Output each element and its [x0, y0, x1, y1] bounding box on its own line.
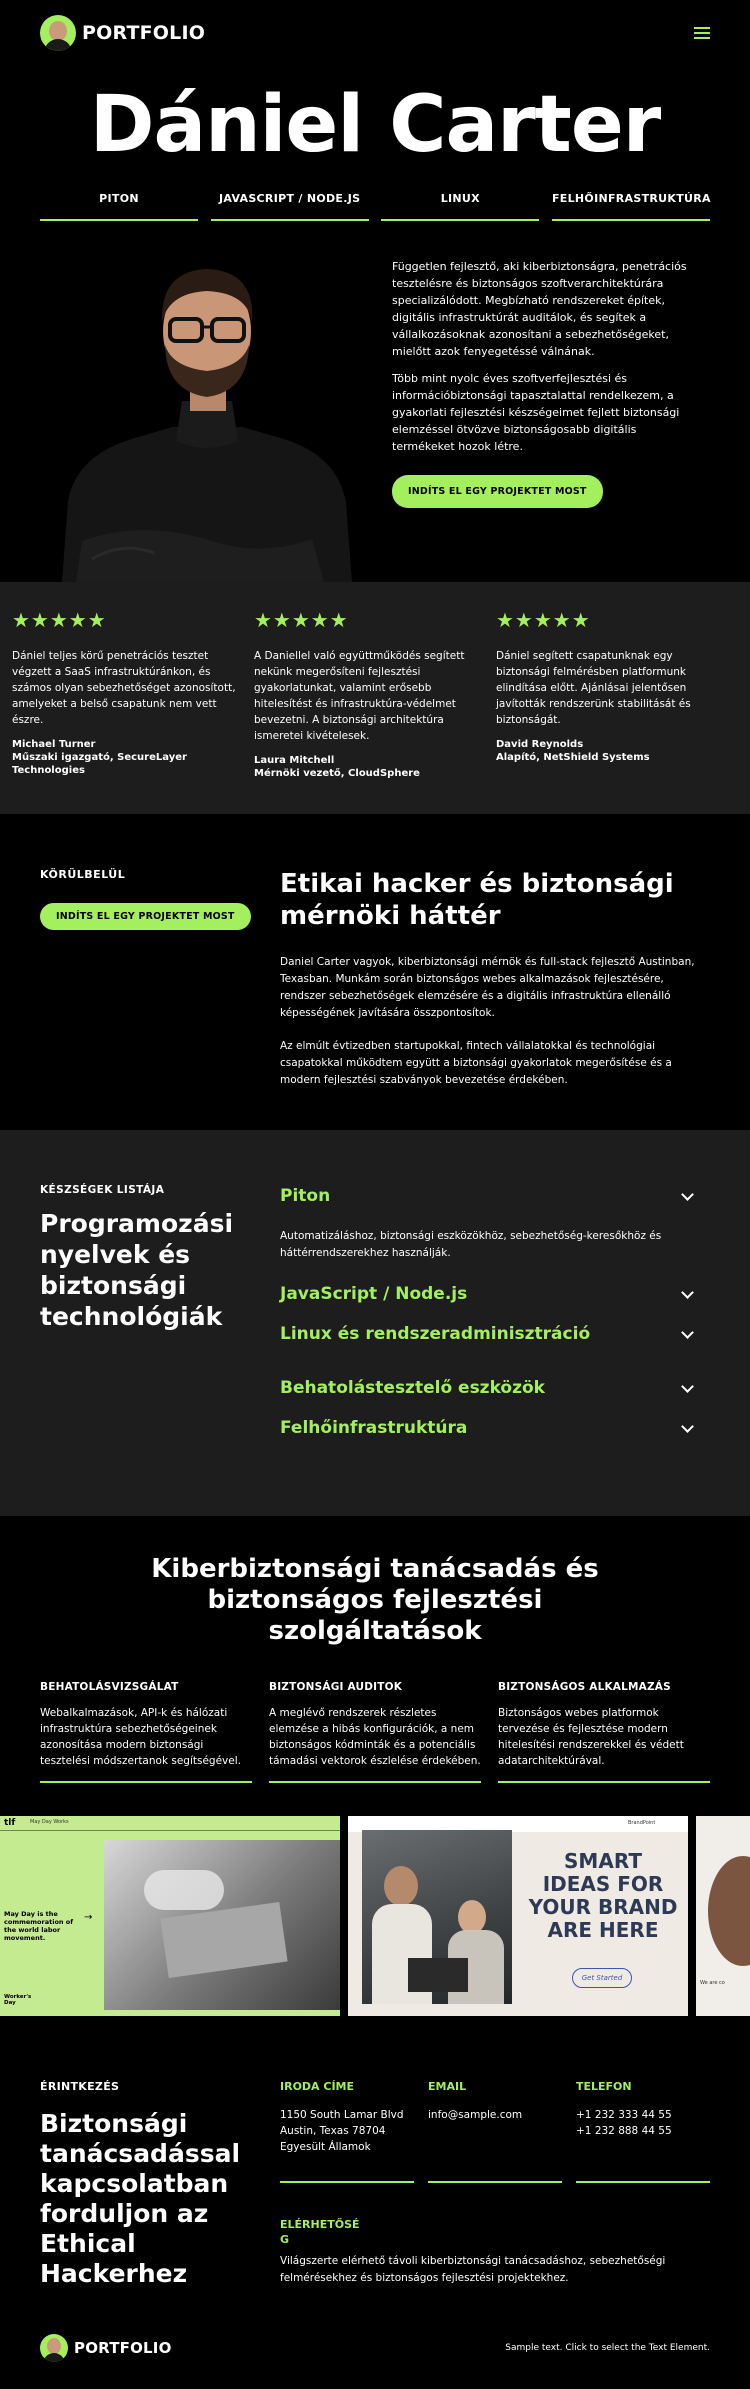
service-text: A meglévő rendszerek részletes elemzése a hibás konfigurációk, a nem biztonságos kódminták és a potenciális támadási vektorok észlelése érdekében. [269, 1707, 481, 1767]
service-text: Webalkalmazások, API-k és hálózati infrastruktúra sebezhetőségeinek azonosítása modern biztonsági tesztelési módszertanok segítségével. [40, 1707, 241, 1767]
accordion-item-pentest-tools[interactable]: Behatolástesztelő eszközök [280, 1378, 710, 1398]
skills-label: KÉSZSÉGEK LISTÁJA [40, 1184, 165, 1196]
hamburger-menu-icon[interactable] [694, 27, 710, 39]
service-title: BIZTONSÁGI AUDITOK [269, 1681, 403, 1693]
phone-link[interactable]: +1 232 333 44 55 [576, 2109, 672, 2121]
testimonial-role: Mérnöki vezető, CloudSphere [254, 768, 420, 779]
tab-linux[interactable]: LINUX [381, 192, 539, 221]
footer-logo[interactable] [40, 2334, 172, 2362]
phone-link[interactable]: +1 232 888 44 55 [576, 2125, 672, 2137]
footer-note[interactable]: Sample text. Click to select the Text Element. [505, 2342, 710, 2353]
accordion-item-cloud[interactable]: Felhőinfrastruktúra [280, 1418, 710, 1438]
contact-email: EMAIL info@sample.com [428, 2080, 562, 2183]
services-title: Kiberbiztonsági tanácsadás és biztonságos fejlesztési szolgáltatások [151, 1554, 599, 1646]
skills-section [0, 1130, 750, 1516]
get-started-button: Get Started [572, 1968, 632, 1988]
service-card [40, 1681, 252, 1783]
gallery-photo [362, 1830, 512, 2004]
chevron-down-icon [681, 1326, 694, 1339]
logo[interactable] [40, 15, 205, 51]
star-rating-icon: ★★★★★ [254, 608, 349, 632]
testimonial-role: Műszaki igazgató, SecureLayer Technologies [12, 752, 187, 776]
logo-text: PORTFOLIO [82, 22, 206, 44]
hero-paragraph: Több mint nyolc éves szoftverfejlesztési és információbiztonsági tapasztalattal rendelkezem, a gyakorlati fejlesztési készségeimet fejlett biztonsági elemzéssel ötvözve biztonságosabb digitális termékeket hozok létre. [392, 372, 680, 453]
email-link[interactable]: info@sample.com [428, 2109, 523, 2121]
service-title: BEHATOLÁSVIZSGÁLAT [40, 1681, 179, 1693]
gallery-photo [104, 1840, 340, 2010]
logo-text: PORTFOLIO [74, 2338, 172, 2357]
service-text: Biztonságos webes platformok tervezése és fejlesztése modern hitelesítési rendszerekkel és védett adatarchitektúrával. [498, 1707, 684, 1767]
testimonial-author: Laura Mitchell [254, 755, 335, 766]
contact-phone: TELEFON +1 232 333 44 55 +1 232 888 44 55 [576, 2080, 710, 2183]
testimonial-author: David Reynolds [496, 739, 584, 750]
contact-section [0, 2016, 750, 2288]
site-header [0, 0, 750, 66]
gallery-item-partial[interactable] [696, 1816, 750, 2016]
accordion-description: Automatizáláshoz, biztonsági eszközökhöz, sebezhetőség-keresőkhöz és háttérrendszerekhez használják. [280, 1230, 662, 1259]
chevron-down-icon [681, 1420, 694, 1433]
chevron-down-icon [681, 1188, 694, 1201]
contact-address: IRODA CÍME 1150 South Lamar Blvd Austin, Texas 78704 Egyesült Államok [280, 2080, 414, 2183]
services-section [0, 1516, 750, 1816]
hero-name: Dániel Carter [89, 80, 661, 170]
gallery-nav: May Day Works [30, 1819, 69, 1825]
about-section [0, 814, 750, 1130]
avatar [40, 15, 76, 51]
gallery-caption: We are co [700, 1980, 725, 1986]
availability-text: Világszerte elérhető távoli kiberbiztonsági tanácsadáshoz, sebezhetőségi felmérésekhez és biztonságos fejlesztési projektekhez. [280, 2255, 666, 2284]
hero-intro [392, 258, 692, 508]
testimonial-card [12, 608, 254, 814]
testimonial-text: A Daniellel való együttműködés segített nekünk megerősíteni fejlesztési gyakorlatunkat, valamint erősebb hitelesítést és infrastruktúra-védelmet bevezetni. A biztonsági architektúra ismeretei kivételesek. [254, 650, 465, 742]
skills-accordion [280, 1184, 710, 1516]
gallery-brand: tlf [4, 1818, 16, 1828]
chevron-down-icon [681, 1380, 694, 1393]
about-title: Etikai hacker és biztonsági mérnöki háttér [280, 869, 674, 931]
arrow-right-icon: → [84, 1912, 93, 1923]
tab-cloud[interactable]: FELHŐINFRASTRUKTÚRA [552, 192, 710, 221]
testimonial-role: Alapító, NetShield Systems [496, 752, 650, 763]
avatar [40, 2334, 68, 2362]
accordion-item-linux[interactable]: Linux és rendszeradminisztráció [280, 1324, 710, 1344]
gallery-item-brand[interactable] [348, 1816, 688, 2016]
portrait-photo [62, 241, 352, 582]
availability-title: ELÉRHETŐSÉG [280, 2218, 360, 2246]
chevron-down-icon [681, 1286, 694, 1299]
service-title: BIZTONSÁGOS ALKALMAZÁS [498, 1681, 671, 1693]
testimonials-section [0, 582, 750, 814]
service-card [269, 1681, 481, 1783]
contact-title: Biztonsági tanácsadással kapcsolatban forduljon az Ethical Hackerhez [40, 2109, 241, 2288]
gallery-footer: Worker's Day [4, 1994, 32, 2006]
gallery-item-mayday[interactable] [0, 1816, 340, 2016]
star-rating-icon: ★★★★★ [496, 608, 591, 632]
hero-section [0, 66, 750, 582]
testimonial-text: Dániel teljes körű penetrációs tesztet végzett a SaaS infrastruktúránkon, és számos olyan sebezhetőséget azonosított, amelyeket a belső csapatunk nem vett észre. [12, 650, 236, 726]
about-paragraph: Daniel Carter vagyok, kiberbiztonsági mérnök és full-stack fejlesztő Austinban, Texasban. Munkám során biztonságos webes alkalmazások fejlesztésére, rendszer sebezhetőségek elemzésére és a digitális infrastruktúra ellenálló képességének javítására összpontosítok. [280, 956, 695, 1019]
about-paragraph: Az elmúlt évtizedben startupokkal, fintech vállalatokkal és technológiai csapatokkal működtem együtt a biztonsági gyakorlatok megerősítése és a modern fejlesztési szabványok bevezetése érdekében. [280, 1040, 672, 1086]
tab-javascript[interactable]: JAVASCRIPT / NODE.JS [211, 192, 369, 221]
skills-title: Programozási nyelvek és biztonsági technológiák [40, 1209, 234, 1331]
service-card [498, 1681, 710, 1783]
start-project-button[interactable]: INDÍTS EL EGY PROJEKTET MOST [40, 903, 251, 930]
testimonial-card [496, 608, 738, 814]
tab-piton[interactable]: PITON [40, 192, 198, 221]
accordion-item-piton[interactable]: Piton [280, 1186, 710, 1206]
start-project-button[interactable]: INDÍTS EL EGY PROJEKTET MOST [392, 475, 603, 508]
gallery-headline: SMART IDEAS FOR YOUR BRAND ARE HERE [528, 1849, 678, 1942]
skill-tabs [0, 192, 750, 221]
gallery-headline: May Day is the commemoration of the world labor movement. [4, 1910, 74, 1942]
site-footer [0, 2276, 750, 2389]
testimonial-card [254, 608, 496, 814]
gallery-brand: BrandPoint [628, 1820, 656, 1826]
testimonial-text: Dániel segített csapatunknak egy biztonsági felmérésben platformunk elindítása előtt. Ajánlásai jelentősen javították rendszerünk stabilitását és biztonságát. [496, 650, 691, 726]
about-label: KÖRÜLBELÜL [40, 868, 126, 881]
star-rating-icon: ★★★★★ [12, 608, 107, 632]
testimonial-author: Michael Turner [12, 739, 96, 750]
portfolio-gallery [0, 1816, 750, 2016]
contact-label: ÉRINTKEZÉS [40, 2080, 120, 2093]
hero-paragraph: Független fejlesztő, aki kiberbiztonságra, penetrációs tesztelésre és biztonságos szoftverarchitektúrára specializálódott. Megbízható rendszereket építek, digitális infrastruktúrát auditálok, és segítek a vállalkozásoknak azonosítani a sebezhetőségeket, mielőtt azok fenyegetéssé válnának. [392, 260, 687, 358]
hero-body [0, 241, 750, 582]
accordion-item-javascript[interactable]: JavaScript / Node.js [280, 1284, 710, 1304]
